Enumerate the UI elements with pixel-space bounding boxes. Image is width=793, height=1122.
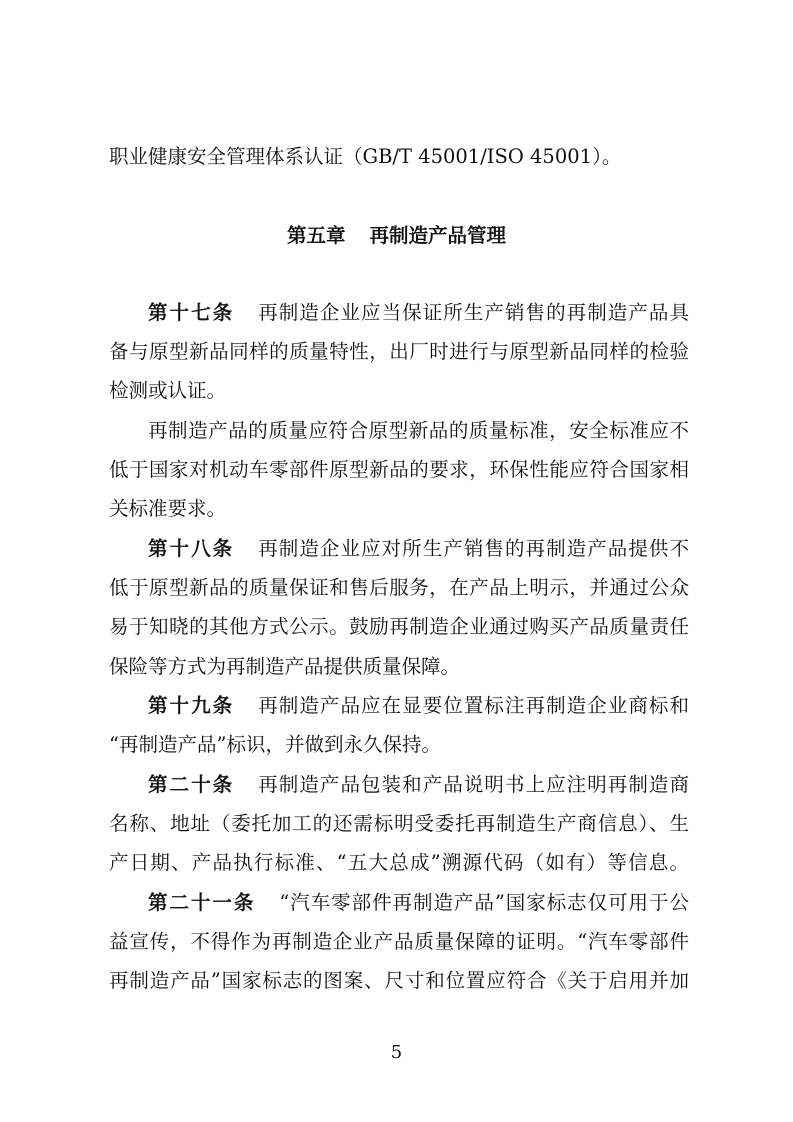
article-20-label: 第二十条	[148, 773, 235, 796]
chapter-number: 第五章	[286, 224, 346, 247]
article-21-label: 第二十一条	[148, 891, 256, 914]
article-18-line-1	[148, 537, 689, 561]
article-20-line-2: 名称、地址（委托加工的还需标明受委托再制造生产商信息）、生	[109, 812, 689, 835]
article-21-line-2: 益宣传，不得作为再制造企业产品质量保障的证明。“汽车零部件	[109, 930, 689, 953]
article-21-line-3: 再制造产品”国家标志的图案、尺寸和位置应符合《关于启用并加	[109, 969, 689, 992]
article-18-label: 第十八条	[148, 537, 235, 560]
chapter-heading	[0, 224, 793, 248]
article-17-p2-line-2: 低于国家对机动车零部件原型新品的要求，环保性能应符合国家相	[109, 458, 689, 481]
article-17-line-2: 备与原型新品同样的质量特性，出厂时进行与原型新品同样的检验	[109, 340, 689, 363]
carryover-line: 职业健康安全管理体系认证（GB/T 45001/ISO 45001）。	[109, 145, 622, 168]
article-18-line-3: 易于知晓的其他方式公示。鼓励再制造企业通过购买产品质量责任	[109, 615, 689, 638]
article-18-text: 再制造企业应对所生产销售的再制造产品提供不	[258, 537, 689, 560]
article-17-line-3: 检测或认证。	[109, 379, 227, 402]
article-17-line-1	[148, 301, 689, 325]
article-18-line-2: 低于原型新品的质量保证和售后服务，在产品上明示，并通过公众	[109, 576, 689, 599]
article-19-label: 第十九条	[148, 694, 235, 717]
article-17-p2-line-3: 关标准要求。	[109, 497, 227, 520]
article-21-text: “汽车零部件再制造产品”国家标志仅可用于公	[279, 891, 689, 914]
page-number: 5	[390, 1042, 403, 1063]
article-19-text: 再制造产品应在显要位置标注再制造企业商标和	[258, 694, 689, 717]
article-17-p2-line-1: 再制造产品的质量应符合原型新品的质量标准，安全标准应不	[148, 419, 689, 442]
article-17-text: 再制造企业应当保证所生产销售的再制造产品具	[258, 301, 689, 324]
article-20-line-1	[148, 773, 689, 797]
article-19-line-1	[148, 694, 689, 718]
article-19-line-2: “再制造产品”标识，并做到永久保持。	[109, 733, 441, 756]
article-20-text: 再制造产品包装和产品说明书上应注明再制造商	[258, 773, 689, 796]
chapter-title: 再制造产品管理	[369, 224, 507, 247]
article-17-label: 第十七条	[148, 301, 235, 324]
article-20-line-3: 产日期、产品执行标准、“五大总成”溯源代码（如有）等信息。	[109, 851, 689, 874]
article-21-line-1	[148, 891, 689, 915]
article-18-line-4: 保险等方式为再制造产品提供质量保障。	[109, 655, 461, 678]
